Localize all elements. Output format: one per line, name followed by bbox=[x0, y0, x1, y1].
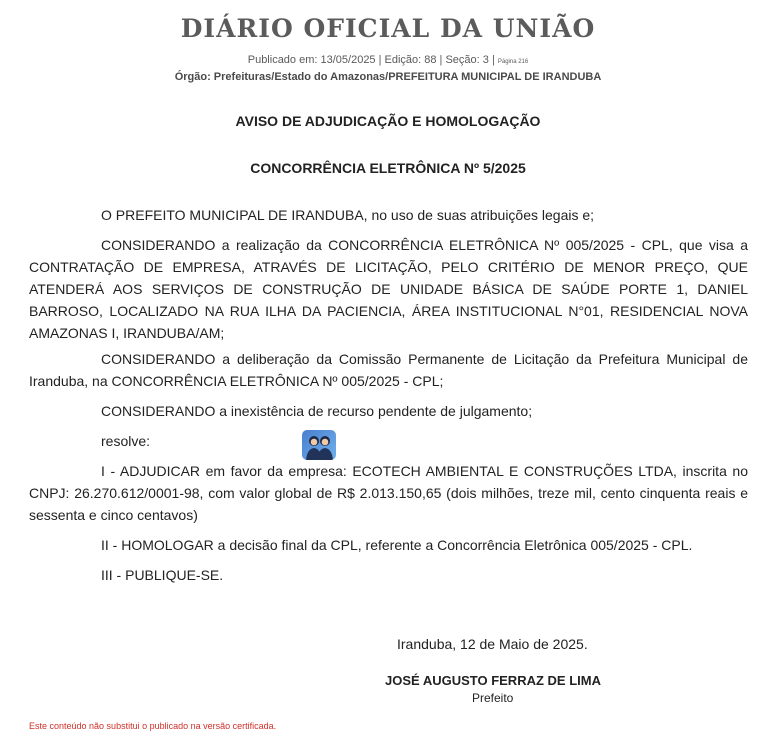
page-label: Página 216 bbox=[497, 59, 529, 65]
paragraph-adjudicar: I - ADJUDICAR em favor da empresa: ECOTECH AMBIENTAL E CONSTRUÇÕES LTDA, inscrita no CNPJ: 26.270.612/0001-98, com valor global de R$ 2.013.150,65 (dois milhões, treze mil, cento cinquenta reais e sessenta e cinco centavos) bbox=[29, 463, 748, 523]
place-date: Iranduba, 12 de Maio de 2025. bbox=[397, 636, 588, 652]
paragraph-considerando-1: CONSIDERANDO a realização da CONCORRÊNCIA ELETRÔNICA Nº 005/2025 - CPL, que visa a CONTRATAÇÃO DE EMPRESA, ATRAVÉS DE LICITAÇÃO, PELO CRITÉRIO DE MENOR PREÇO, QUE ATENDERÁ AOS SERVIÇOS DE CONSTRUÇÃO DE UNIDADE BÁSICA DE SAÚDE PORTE 1, DANIEL BARROSO, LOCALIZADO NA RUA ILHA DA PACIENCIA, ÁREA INSTITUCIONAL N°01, RESIDENCIAL NOVA AMAZONAS I, IRANDUBA/AM; bbox=[29, 237, 748, 341]
people-avatar-icon[interactable] bbox=[302, 430, 336, 460]
publication-info bbox=[0, 54, 776, 66]
signer-name: JOSÉ AUGUSTO FERRAZ DE LIMA bbox=[385, 673, 601, 688]
publication-line: Publicado em: 13/05/2025 | Edição: 88 | Seção: 3 | bbox=[247, 54, 495, 66]
signer-role: Prefeito bbox=[472, 691, 514, 705]
disclaimer: Este conteúdo não substitui o publicado na versão certificada. bbox=[29, 721, 277, 731]
orgao-line: Órgão: Prefeituras/Estado do Amazonas/PREFEITURA MUNICIPAL DE IRANDUBA bbox=[174, 71, 602, 83]
paragraph-publique: III - PUBLIQUE-SE. bbox=[101, 567, 224, 583]
document-subtitle: CONCORRÊNCIA ELETRÔNICA Nº 5/2025 bbox=[250, 160, 526, 176]
paragraph-considerando-3: CONSIDERANDO a inexistência de recurso pendente de julgamento; bbox=[101, 403, 533, 419]
paragraph-resolve: resolve: bbox=[101, 433, 151, 449]
paragraph-preamble: O PREFEITO MUNICIPAL DE IRANDUBA, no uso de suas atribuições legais e; bbox=[101, 207, 595, 223]
masthead-title: DIÁRIO OFICIAL DA UNIÃO bbox=[180, 14, 596, 43]
document-title: AVISO DE ADJUDICAÇÃO E HOMOLOGAÇÃO bbox=[235, 113, 541, 129]
paragraph-considerando-2: CONSIDERANDO a deliberação da Comissão Permanente de Licitação da Prefeitura Municipal de Iranduba, na CONCORRÊNCIA ELETRÔNICA Nº 005/2025 - CPL; bbox=[29, 351, 748, 389]
paragraph-homologar: II - HOMOLOGAR a decisão final da CPL, referente a Concorrência Eletrônica 005/2025 - CPL. bbox=[101, 537, 693, 553]
